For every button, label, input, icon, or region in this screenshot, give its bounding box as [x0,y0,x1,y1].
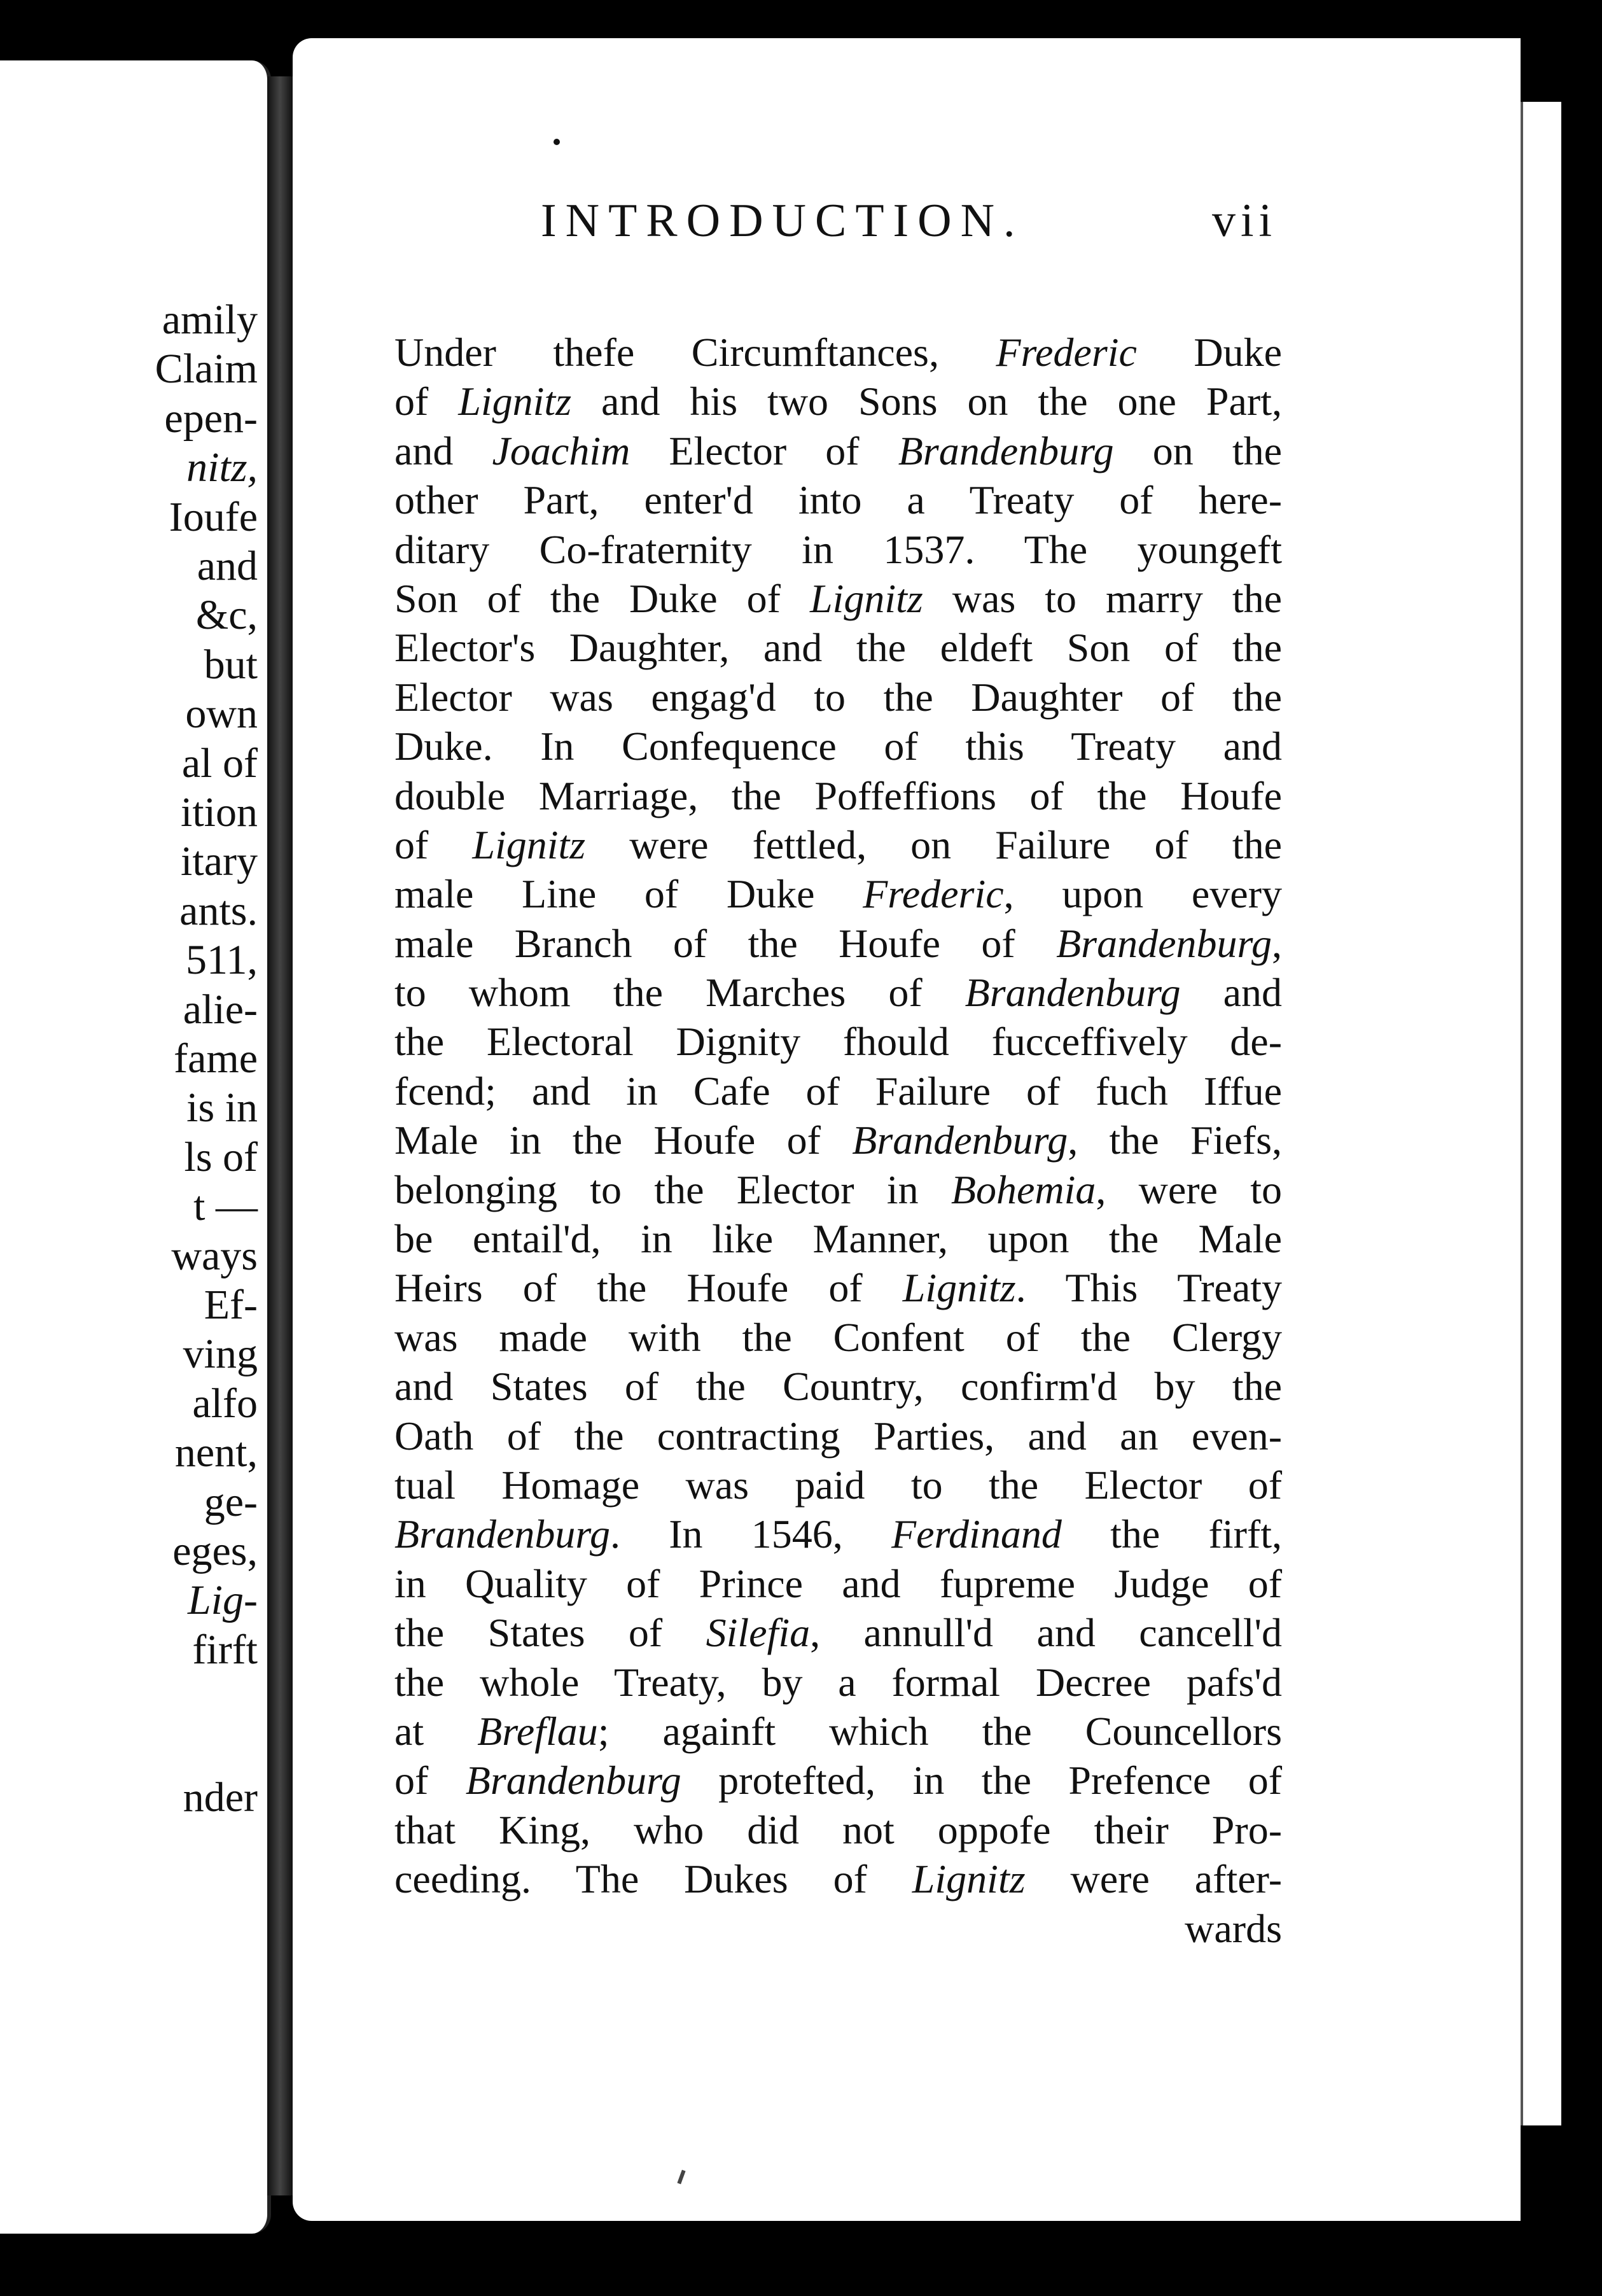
text-line: male Branch of the Houfe of Brandenburg, [394,920,1282,966]
left-page-line: ls of [184,1133,258,1180]
ink-dot [554,139,560,145]
text-line: Elector's Daughter, and the eldeft Son of the [394,625,1282,671]
left-page-line: Ef- [204,1282,258,1328]
text-line: and Joachim Elector of Brandenburg on the [394,428,1282,473]
left-page-line: amily [162,297,258,343]
text-line: of Brandenburg protefted, in the Prefence of [394,1758,1282,1803]
page-number: vii [1212,195,1278,247]
text-line: wards [1185,1905,1282,1951]
left-page-text [0,0,267,2173]
text-line: to whom the Marches of Brandenburg and [394,970,1283,1016]
left-page-line: 511, [185,937,258,984]
left-page-line: eges, [172,1528,258,1574]
left-page-line: own [185,690,258,738]
text-line: that King, who did not oppofe their Pro- [394,1807,1282,1852]
text-line: of Lignitz were fettled, on Failure of the [394,822,1283,867]
text-line: Elector was engag'd to the Daughter of the [394,674,1282,720]
text-line: of Lignitz and his two Sons on the one Part, [394,379,1283,424]
text-line: Duke. In Confequence of this Treaty and [394,724,1282,769]
running-head: INTRODUCTION. [541,195,1024,247]
book-gutter [267,76,293,2195]
text-line: and States of the Country, confirm'd by the [394,1364,1282,1410]
left-page-line: and [197,543,258,589]
left-page-line: itary [181,838,258,885]
left-page-line: Ioufe [169,493,258,540]
left-page-line: fame [174,1035,258,1082]
text-line: Son of the Duke of Lignitz was to marry the [394,575,1283,621]
text-line: the Electoral Dignity fhould fucceffively de- [394,1019,1282,1065]
text-line: Under thefe Circumftances, Frederic Duke [394,330,1282,375]
text-line: other Part, enter'd into a Treaty of here- [394,477,1282,523]
left-page-line: ving [183,1331,258,1378]
text-line: belonging to the Elector in Bohemia, were to [394,1166,1283,1212]
text-line: ditary Co-fraternity in 1537. The youngeft [394,526,1282,572]
left-page-line: nder [183,1774,258,1821]
text-line: tual Homage was paid to the Elector of [394,1462,1282,1508]
text-line: was made with the Confent of the Clergy [394,1314,1282,1360]
text-line: the States of Silefia, annull'd and cancell'd [394,1610,1282,1656]
text-line: be entail'd, in like Manner, upon the Male [394,1216,1282,1262]
left-page-line: nent, [174,1429,258,1476]
left-page-line: &c, [195,592,258,639]
left-page-line: nitz, [186,444,258,491]
body-text [394,328,1282,1953]
text-line: Oath of the contracting Parties, and an even- [394,1413,1282,1459]
left-page-line: firft [192,1626,258,1673]
left-page-line: t — [193,1183,258,1230]
left-page-line: alfo [192,1380,258,1427]
left-page-line: ants. [179,887,258,934]
left-page-line: ition [180,789,258,836]
left-page-line: al of [181,739,258,787]
left-page-line: alie- [183,986,258,1033]
left-page-line: is in [186,1084,258,1131]
left-page-line: ways [171,1232,258,1279]
text-line: fcend; and in Cafe of Failure of fuch Iffue [394,1068,1282,1114]
page-edge [1521,102,1561,2125]
text-line: in Quality of Prince and fupreme Judge of [394,1560,1282,1606]
text-line: Male in the Houfe of Brandenburg, the Fiefs, [394,1117,1283,1163]
text-line: ceeding. The Dukes of Lignitz were after- [394,1856,1283,1902]
text-line: male Line of Duke Frederic, upon every [394,871,1282,917]
left-page-line: epen- [164,395,258,442]
left-page-line: Lig- [187,1577,258,1624]
left-page-line: ge- [204,1478,258,1525]
text-line: the whole Treaty, by a formal Decree pafs'd [394,1659,1282,1705]
left-page-line: Claim [155,346,258,393]
text-line: double Marriage, the Poffeffions of the Houfe [394,773,1282,818]
left-page-line: but [204,641,258,688]
text-line: Brandenburg. In 1546, Ferdinand the firft, [394,1511,1282,1557]
text-line: at Breflau; againft which the Councellors [394,1708,1283,1754]
text-line: Heirs of the Houfe of Lignitz. This Treaty [394,1265,1283,1311]
